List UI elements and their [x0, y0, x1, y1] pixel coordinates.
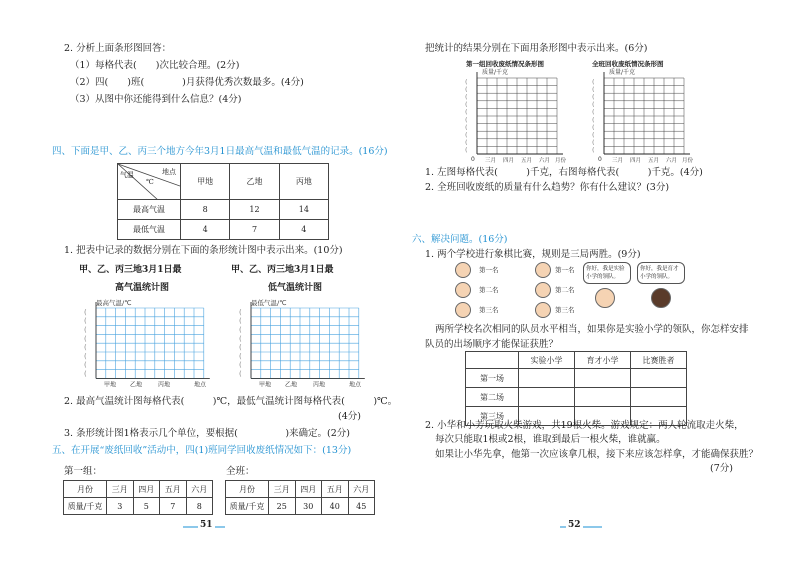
table-cell: 25	[269, 498, 296, 515]
tick-paren: (	[592, 85, 595, 94]
x-tick-label: 五月	[521, 158, 533, 164]
tick-paren: (	[84, 370, 87, 378]
corner-bottom: 气温	[120, 171, 134, 179]
tick-paren: (	[84, 308, 87, 317]
speech-bubble-2: 你好，我是育才小学的领队。	[637, 262, 685, 284]
table-cell: 45	[348, 498, 375, 515]
chart-left-title2: 高气温统计图	[115, 283, 170, 293]
q2-item-b: （2）四( )班( )月获得优秀次数最多。(4分)	[70, 77, 304, 88]
answer-cell[interactable]	[519, 369, 575, 388]
row-label: 质量/千克	[226, 498, 269, 515]
row-label: 最高气温	[118, 200, 181, 220]
rank-label: 第三名	[555, 306, 575, 314]
corner-mid: ℃	[146, 178, 154, 186]
tick-paren: (	[239, 326, 242, 334]
table-header: 三月	[107, 481, 134, 498]
tick-paren: (	[465, 77, 468, 86]
table-header: 五月	[160, 481, 187, 498]
table-header: 乙地	[230, 164, 279, 200]
tick-paren: (	[84, 361, 87, 370]
x-unit-label: 月份	[555, 158, 567, 164]
table-header: 实验小学	[519, 352, 575, 369]
chart2-title: 全班回收废纸情况条形图	[592, 60, 664, 68]
tick-paren: (	[239, 334, 242, 343]
x-tick-label: 六月	[539, 158, 551, 164]
table-cell: 30	[295, 498, 322, 515]
q2-title: 2. 分析上面条形图回答：	[64, 43, 172, 54]
x-tick-label: 地点	[194, 381, 207, 389]
sec6-p1: 1. 两个学校进行象棋比赛，规则是三局两胜。(9分)	[425, 249, 641, 260]
tick-paren: (	[84, 343, 87, 352]
sec6-p2-score: (7分)	[710, 463, 733, 474]
x-tick-label: 四月	[503, 158, 515, 164]
tick-paren: (	[465, 85, 468, 94]
row-label: 第三场	[466, 407, 519, 426]
table-cell: 5	[133, 498, 160, 515]
x-tick-label: 五月	[648, 158, 660, 164]
row-label: 第一场	[466, 369, 519, 388]
x-tick-label: 地点	[349, 381, 362, 389]
player-avatar	[535, 282, 551, 298]
rank-label: 第二名	[555, 286, 575, 294]
table-cell: 3	[107, 498, 134, 515]
table-header: 六月	[348, 481, 375, 498]
table-header: 丙地	[279, 164, 328, 200]
leader-avatar	[595, 288, 615, 308]
player-avatar	[455, 262, 471, 278]
speech-bubble-1: 你好，我是实验小学的领队。	[583, 262, 631, 284]
tick-paren: (	[465, 115, 468, 124]
answer-cell[interactable]	[519, 388, 575, 407]
x-tick-label: 四月	[630, 158, 642, 164]
leader-avatar	[651, 288, 671, 308]
x-tick-label: 丙地	[313, 381, 326, 389]
tick-paren: (	[239, 361, 242, 370]
tick-paren: (	[84, 317, 87, 326]
right-q2: 2. 全班回收废纸的质量有什么趋势？你有什么建议？(3分)	[425, 182, 670, 193]
tick-paren: (	[592, 77, 595, 86]
player-avatar	[455, 302, 471, 318]
sec6-p1-text2: 队员的出场顺序才能保证获胜？	[425, 339, 559, 350]
tick-paren: (	[592, 138, 595, 147]
max-temp-grid-chart[interactable]	[70, 296, 210, 390]
group1-table	[63, 480, 213, 515]
section-5-title: 五、在开展“废纸回收”活动中，四(1)班同学回收废纸情况如下：(13分)	[52, 445, 352, 456]
player-avatar	[535, 302, 551, 318]
table-cell: 14	[279, 200, 328, 220]
sec6-p2-a: 2. 小华和小芳玩取火柴游戏，共19根火柴。游戏规定：两人轮流取走火柴，	[425, 420, 744, 431]
tick-paren: (	[592, 108, 595, 117]
table-header: 三月	[269, 481, 296, 498]
table-cell: 4	[181, 220, 230, 240]
right-intro: 把统计的结果分别在下面用条形图中表示出来。(6分)	[425, 43, 648, 54]
tick-paren: (	[592, 123, 595, 132]
sec6-p1-text1: 两所学校名次相同的队员水平相当，如果你是实验小学的领队，你怎样安排	[435, 324, 749, 335]
chart-ylabel: 质量/千克	[609, 69, 636, 76]
x-tick-label: 六月	[666, 158, 678, 164]
corner-top: 地点	[162, 168, 176, 176]
tick-paren: (	[592, 115, 595, 124]
row-label: 最低气温	[118, 220, 181, 240]
all-class-grid-chart[interactable]	[582, 66, 702, 166]
x-tick-label: 三月	[485, 158, 497, 164]
table-header: 月份	[64, 481, 107, 498]
page-number-left: 51	[200, 520, 213, 530]
table-header: 甲地	[181, 164, 230, 200]
tick-paren: (	[239, 308, 242, 317]
group1-label: 第一组：	[64, 466, 103, 477]
table-header: 比赛胜者	[631, 352, 687, 369]
tick-paren: (	[592, 146, 595, 155]
tick-paren: (	[84, 334, 87, 343]
tick-paren: (	[592, 100, 595, 109]
row-label: 第二场	[466, 388, 519, 407]
x-tick-label: 丙地	[158, 381, 171, 389]
right-q1: 1. 左图每格代表( )千克，右图每格代表( )千克。(4分)	[425, 167, 703, 178]
chart-left-title1: 甲、乙、丙三地3月1日最	[79, 265, 182, 275]
sec4-q2: 2. 最高气温统计图每格代表( )℃，最低气温统计图每格代表( )℃。	[64, 396, 398, 407]
x-unit-label: 月份	[682, 158, 694, 164]
tick-paren: (	[592, 93, 595, 101]
table-cell: 4	[279, 220, 328, 240]
chart-ylabel: 最高气温/℃	[96, 299, 132, 307]
tick-paren: (	[465, 93, 468, 101]
player-avatar	[455, 282, 471, 298]
tick-paren: (	[465, 146, 468, 155]
table-header: 四月	[295, 481, 322, 498]
chess-players-illustration	[455, 262, 695, 322]
answer-cell[interactable]	[575, 369, 631, 388]
tick-paren: (	[465, 123, 468, 132]
x-tick-label: 乙地	[130, 381, 143, 389]
table-header: 四月	[133, 481, 160, 498]
q2-item-a: （1）每格代表( )次比较合理。(2分)	[70, 60, 240, 71]
sec4-q2-score: (4分)	[338, 411, 361, 422]
table-cell: 12	[230, 200, 279, 220]
sec6-p2-c: 如果让小华先拿，他第一次应该拿几根，接下来应该怎样拿，才能确保获胜？	[435, 449, 759, 460]
tick-paren: (	[84, 326, 87, 334]
sec4-q3: 3. 条形统计图1格表示几个单位，要根据( )来确定。(2分)	[64, 428, 350, 439]
all-class-table	[225, 480, 375, 515]
group1-grid-chart[interactable]	[455, 66, 575, 166]
tick-paren: (	[84, 352, 87, 361]
answer-cell[interactable]	[631, 369, 687, 388]
chart-right-title2: 低气温统计图	[268, 283, 323, 293]
rank-label: 第二名	[479, 286, 499, 294]
chart-right-title1: 甲、乙、丙三地3月1日最	[231, 265, 334, 275]
table-corner	[118, 164, 181, 200]
answer-cell[interactable]	[575, 388, 631, 407]
table-cell: 7	[160, 498, 187, 515]
rank-label: 第一名	[555, 266, 575, 274]
chart-ylabel: 最低气温/℃	[251, 299, 287, 307]
min-temp-grid-chart[interactable]	[225, 296, 365, 390]
tick-paren: (	[239, 317, 242, 326]
row-label: 质量/千克	[64, 498, 107, 515]
sec4-q1: 1. 把表中记录的数据分别在下面的条形统计图中表示出来。(10分)	[64, 245, 343, 256]
section-6-title: 六、解决问题。(16分)	[412, 234, 508, 245]
tick-paren: (	[465, 138, 468, 147]
table-cell: 7	[230, 220, 279, 240]
player-avatar	[535, 262, 551, 278]
q2-item-c: （3）从图中你还能得到什么信息？(4分)	[70, 94, 242, 105]
table-header: 育才小学	[575, 352, 631, 369]
tick-paren: (	[592, 131, 595, 139]
temperature-table	[117, 163, 329, 240]
section-4-title: 四、下面是甲、乙、丙三个地方今年3月1日最高气温和最低气温的记录。(16分)	[52, 146, 388, 157]
table-header: 六月	[186, 481, 213, 498]
x-tick-label: 甲地	[104, 381, 117, 389]
tick-paren: (	[465, 108, 468, 117]
tick-paren: (	[465, 131, 468, 139]
answer-cell[interactable]	[631, 388, 687, 407]
tick-paren: (	[239, 370, 242, 378]
table-header: 五月	[322, 481, 349, 498]
origin-label: 0	[598, 156, 602, 163]
all-class-label: 全班：	[226, 466, 255, 477]
table-cell: 8	[186, 498, 213, 515]
tick-paren: (	[239, 343, 242, 352]
rank-label: 第三名	[479, 306, 499, 314]
tick-paren: (	[239, 352, 242, 361]
chart-ylabel: 质量/千克	[482, 69, 509, 76]
table-header: 月份	[226, 481, 269, 498]
x-tick-label: 乙地	[285, 381, 298, 389]
rank-label: 第一名	[479, 266, 499, 274]
match-order-table	[465, 351, 687, 426]
page-number-right: 52	[568, 520, 581, 530]
sec6-p2-b: 每次只能取1根或2根，谁取到最后一根火柴，谁就赢。	[435, 434, 666, 445]
table-cell: 40	[322, 498, 349, 515]
x-tick-label: 三月	[612, 158, 624, 164]
origin-label: 0	[471, 156, 475, 163]
table-header	[466, 352, 519, 369]
table-cell: 8	[181, 200, 230, 220]
chart1-title: 第一组回收废纸情况条形图	[466, 60, 544, 68]
x-tick-label: 甲地	[259, 381, 272, 389]
tick-paren: (	[465, 100, 468, 109]
